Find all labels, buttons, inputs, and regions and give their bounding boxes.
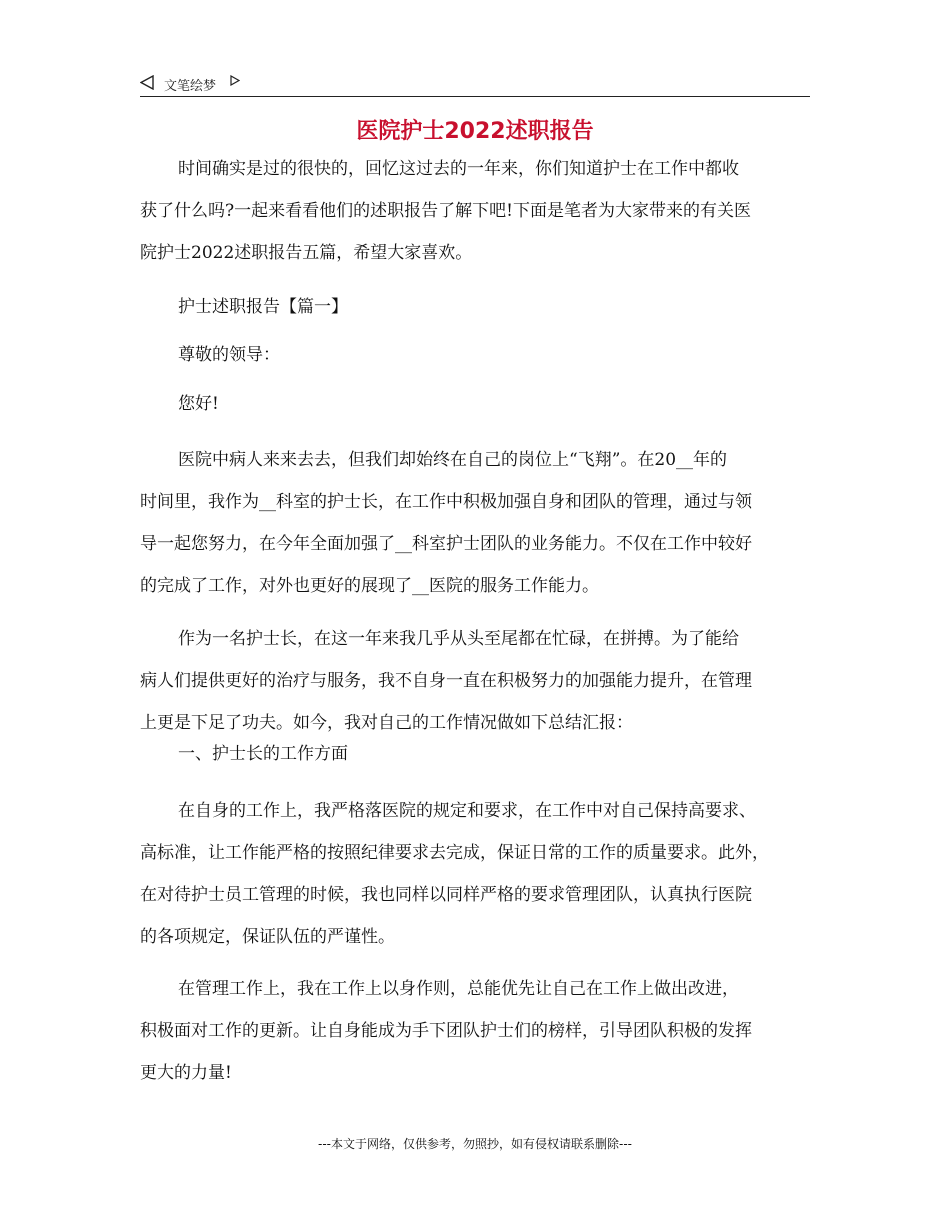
paragraph-line: 更大的力量! [140, 1063, 232, 1083]
paragraph [140, 740, 812, 782]
paragraph-line: 的完成了工作，对外也更好的展现了__医院的服务工作能力。 [140, 576, 599, 596]
paragraph-line: 上更是下足了功夫。如今，我对自己的工作情况做如下总结汇报： [140, 713, 633, 733]
paragraph-line: 一、护士长的工作方面 [178, 744, 348, 764]
paragraph-line: 院护士2022述职报告五篇，希望大家喜欢。 [140, 243, 473, 263]
paragraph [140, 390, 812, 432]
paragraph-line: 时间里，我作为__科室的护士长，在工作中积极加强自身和团队的管理，通过与领 [140, 492, 752, 512]
paragraph-line: 积极面对工作的更新。让自身能成为手下团队护士们的榜样，引导团队积极的发挥 [140, 1021, 752, 1041]
paragraph-line: 在自身的工作上，我严格落医院的规定和要求，在工作中对自己保持高要求、 [178, 801, 756, 821]
paragraph [140, 975, 812, 1101]
paragraph-line: 护士述职报告【篇一】 [178, 297, 348, 317]
paragraph [140, 797, 812, 965]
paragraph [140, 446, 812, 614]
document-title: 医院护士2022述职报告 [356, 119, 594, 144]
paragraph-line: 高标准，让工作能严格的按照纪律要求去完成，保证日常的工作的质量要求。此外， [140, 843, 769, 863]
header-brand: 文笔绘梦 [164, 79, 217, 94]
paragraph [140, 625, 812, 751]
paragraph-line: 获了什么吗?一起来看看他们的述职报告了解下吧!下面是笔者为大家带来的有关医 [140, 201, 751, 221]
paragraph-line: 病人们提供更好的治疗与服务，我不自身一直在积极努力的加强能力提升，在管理 [140, 671, 752, 691]
paragraph-line: 导一起您努力，在今年全面加强了__科室护士团队的业务能力。不仅在工作中较好 [140, 534, 752, 554]
triangle-right-icon [230, 75, 240, 86]
footer-notice: ---本文于网络，仅供参考，勿照抄，如有侵权请联系删除--- [318, 1137, 632, 1151]
paragraph-line: 在对待护士员工管理的时候，我也同样以同样严格的要求管理团队，认真执行医院 [140, 885, 752, 905]
paragraph-line: 尊敬的领导： [178, 345, 280, 365]
paragraph [140, 155, 812, 281]
triangle-left-icon [140, 75, 155, 90]
paragraph-line: 您好! [178, 394, 219, 414]
page-header [140, 72, 810, 97]
paragraph-line: 医院中病人来来去去，但我们却始终在自己的岗位上“飞翔”。在20__年的 [178, 450, 728, 470]
paragraph-line: 的各项规定，保证队伍的严谨性。 [140, 927, 395, 947]
paragraph [140, 341, 812, 383]
paragraph-line: 时间确实是过的很快的，回忆这过去的一年来，你们知道护士在工作中都收 [178, 159, 739, 179]
paragraph [140, 293, 812, 335]
paragraph-line: 作为一名护士长，在这一年来我几乎从头至尾都在忙碌，在拼搏。为了能给 [178, 629, 739, 649]
paragraph-line: 在管理工作上，我在工作上以身作则，总能优先让自己在工作上做出改进， [178, 979, 739, 999]
